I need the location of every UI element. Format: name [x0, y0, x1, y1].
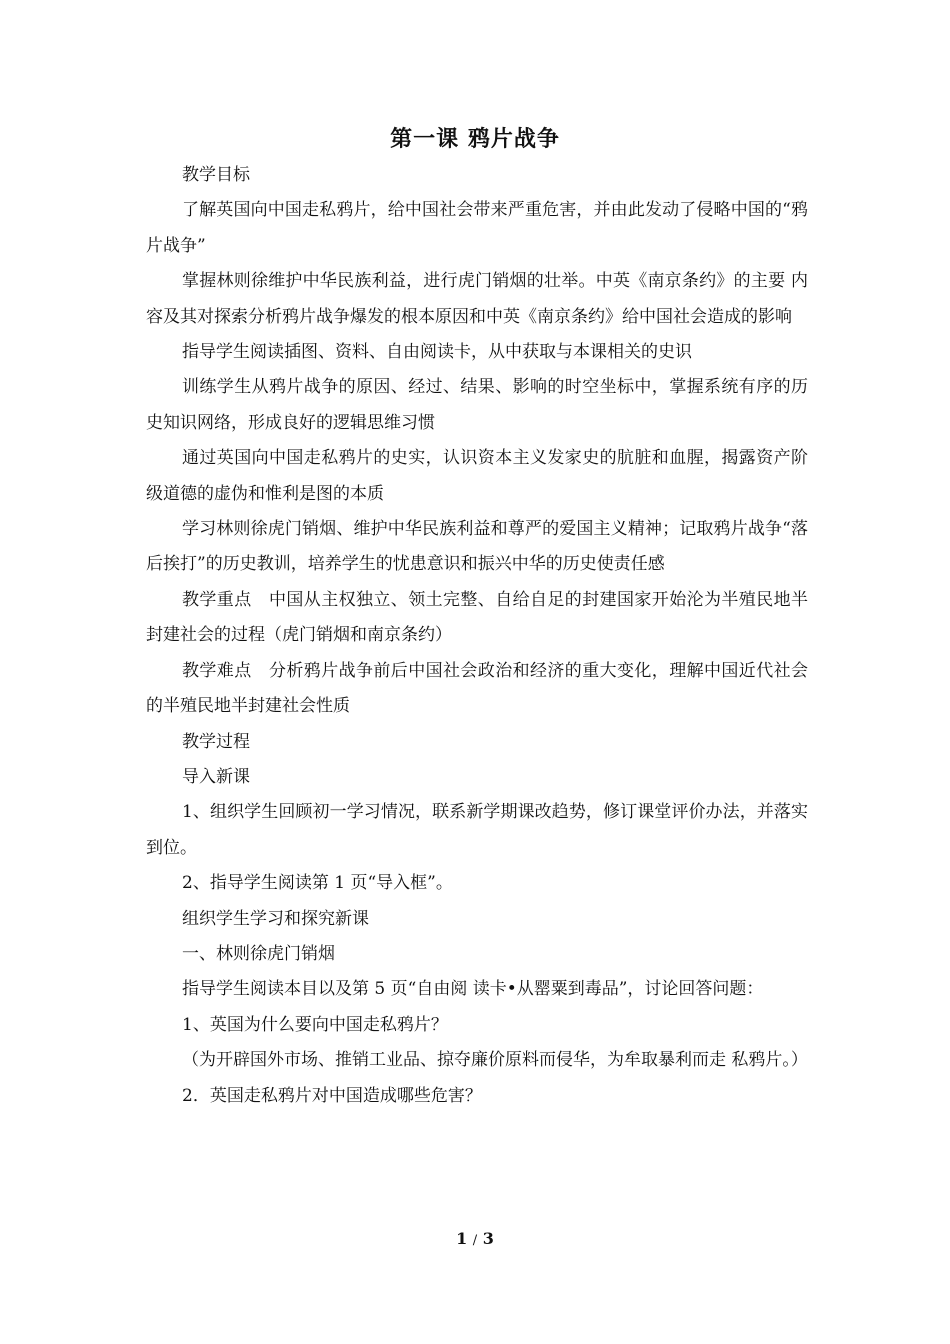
- paragraph: 导入新课: [182, 766, 250, 787]
- page-separator: /: [472, 1233, 478, 1248]
- paragraph: 指导学生阅读插图、资料、自由阅读卡，从中获取与本课相关的史识: [182, 342, 692, 363]
- paragraph: 教学难点 分析鸦片战争前后中国社会政治和经济的重大变化，理解中国近代社会的半殖民地半封建社会性质: [146, 660, 808, 717]
- page-number: [0, 1229, 950, 1248]
- paragraph: 2、指导学生阅读第 1 页“导入框”。: [182, 873, 453, 894]
- paragraph: 通过英国向中国走私鸦片的史实，认识资本主义发家史的肮脏和血腥，揭露资产阶级道德的虚伪和惟利是图的本质: [146, 448, 808, 504]
- paragraph: 掌握林则徐维护中华民族利益，进行虎门销烟的壮举。中英《南京条约》的主要 内容及其对探索分析鸦片战争爆发的根本原因和中英《南京条约》给中国社会造成的影响: [146, 271, 808, 327]
- paragraph: 2．英国走私鸦片对中国造成哪些危害？: [182, 1085, 482, 1106]
- page-title: 第一课 鸦片战争: [390, 126, 560, 152]
- paragraph: 学习林则徐虎门销烟、维护中华民族利益和尊严的爱国主义精神；记取鸦片战争“落后挨打”的历史教训，培养学生的忧患意识和振兴中华的历史使责任感: [146, 519, 808, 575]
- paragraph: （为开辟国外市场、推销工业品、掠夺廉价原料而侵华，为牟取暴利而走 私鸦片。）: [182, 1050, 808, 1071]
- paragraph: 教学目标: [182, 165, 250, 185]
- paragraph: 1、英国为什么要向中国走私鸦片？: [182, 1014, 448, 1035]
- paragraph: 教学重点 中国从主权独立、领土完整、自给自足的封建国家开始沦为半殖民地半封建社会的过程（虎门销烟和南京条约）: [146, 589, 808, 646]
- paragraph: 训练学生从鸦片战争的原因、经过、结果、影响的时空坐标中，掌握系统有序的历史知识网络，形成良好的逻辑思维习惯: [146, 377, 808, 433]
- paragraph: 了解英国向中国走私鸦片，给中国社会带来严重危害，并由此发动了侵略中国的“鸦片战争”: [146, 200, 808, 256]
- document-body: [146, 158, 808, 1114]
- paragraph: 指导学生阅读本目以及第 5 页“自由阅 读卡•从罂粟到毒品”，讨论回答问题：: [182, 979, 764, 1000]
- total-pages: 3: [482, 1229, 494, 1248]
- paragraph: 1、组织学生回顾初一学习情况，联系新学期课改趋势，修订课堂评价办法，并落实到位。: [146, 802, 808, 858]
- paragraph: 教学过程: [182, 731, 250, 752]
- current-page: 1: [456, 1229, 468, 1248]
- paragraph: 一、林则徐虎门销烟: [182, 943, 335, 964]
- paragraph: 组织学生学习和探究新课: [182, 908, 369, 929]
